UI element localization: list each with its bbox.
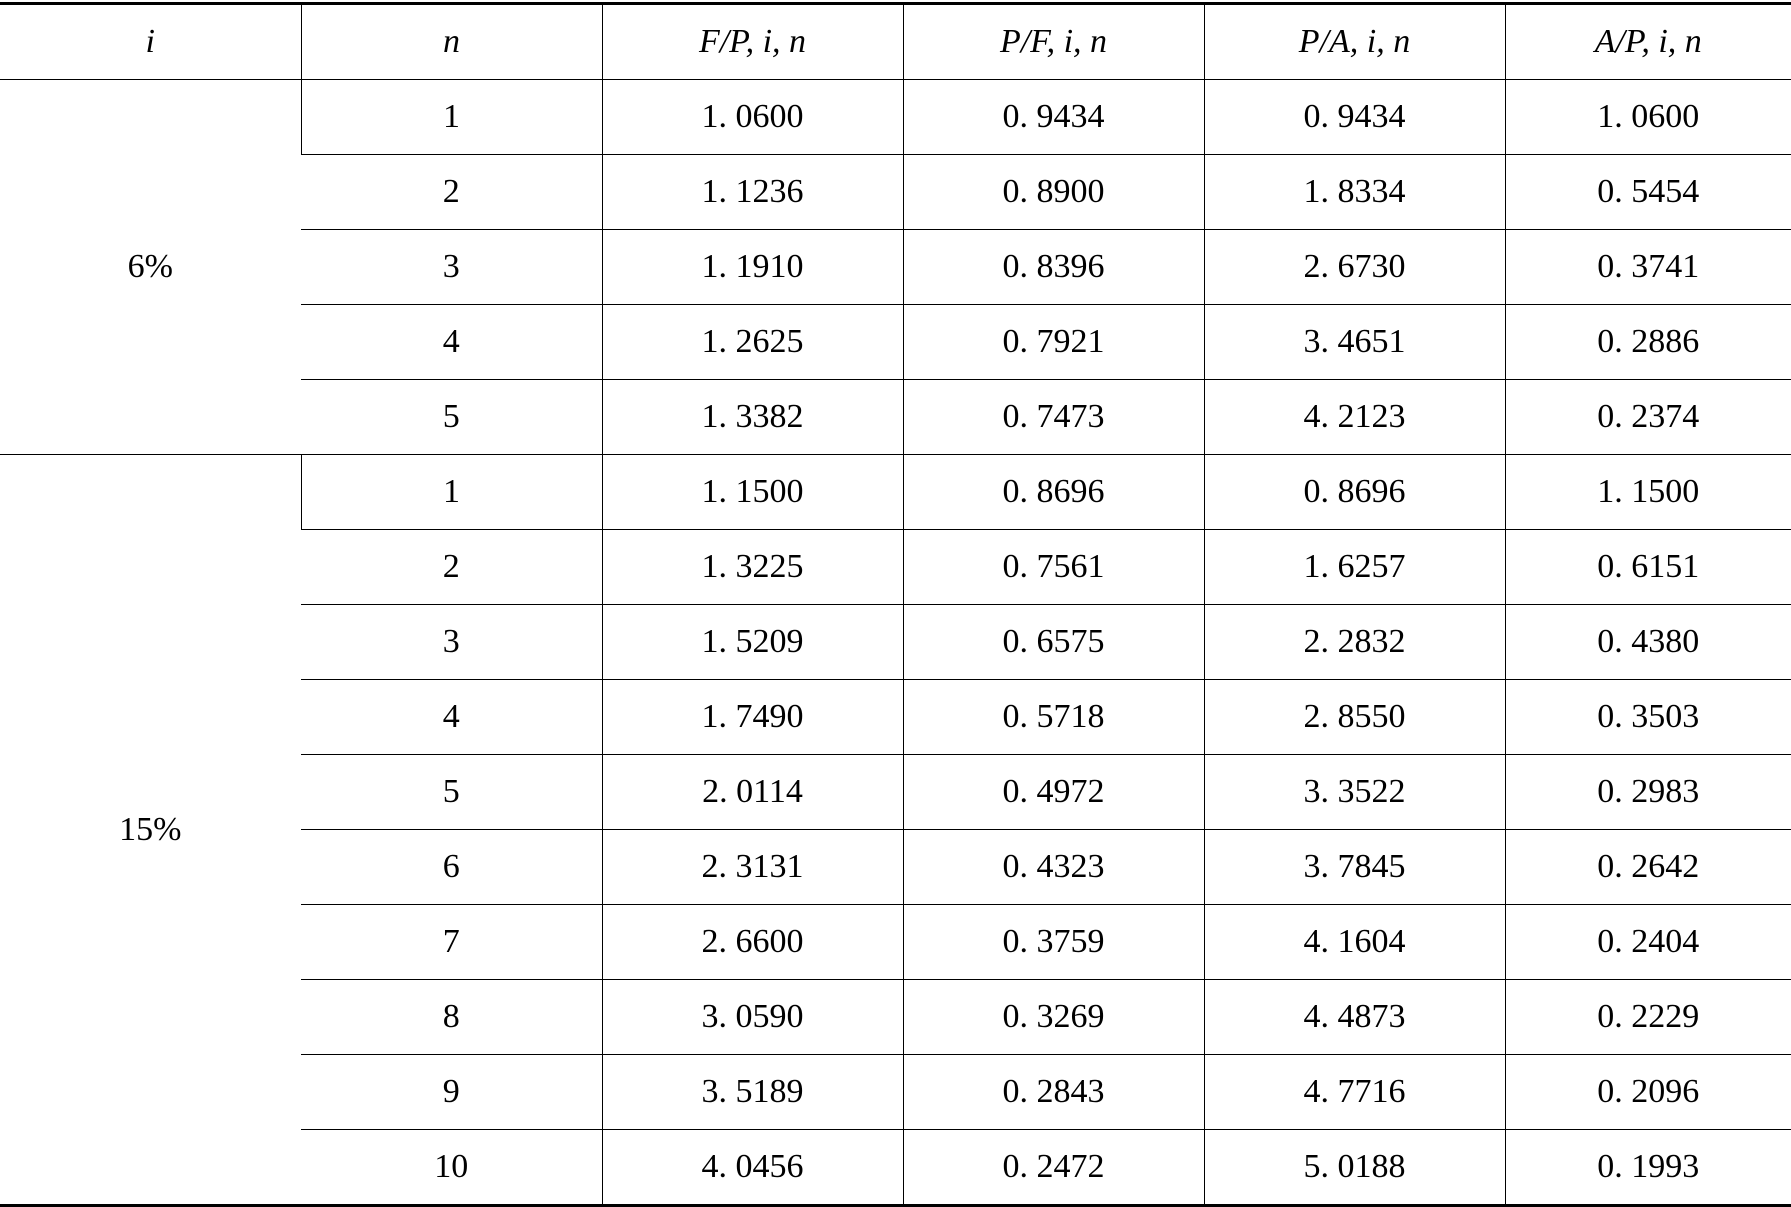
period-cell: 3 [301, 230, 602, 305]
pf-factor-cell: 0. 8396 [903, 230, 1204, 305]
pa-factor-cell: 5. 0188 [1204, 1130, 1505, 1206]
pf-factor-cell: 0. 7473 [903, 380, 1204, 455]
pa-factor-cell: 3. 7845 [1204, 830, 1505, 905]
period-cell: 1 [301, 80, 602, 155]
period-cell: 8 [301, 980, 602, 1055]
fp-factor-cell: 1. 0600 [602, 80, 903, 155]
fp-factor-cell: 2. 0114 [602, 755, 903, 830]
header-ap-factor: A/P, i, n [1505, 4, 1791, 80]
ap-factor-cell: 0. 2096 [1505, 1055, 1791, 1130]
fp-factor-cell: 1. 3382 [602, 380, 903, 455]
pf-factor-cell: 0. 2472 [903, 1130, 1204, 1206]
pa-factor-cell: 0. 8696 [1204, 455, 1505, 530]
period-cell: 9 [301, 1055, 602, 1130]
ap-factor-cell: 1. 1500 [1505, 455, 1791, 530]
period-cell: 5 [301, 380, 602, 455]
rate-cell: 15% [0, 455, 301, 1206]
pa-factor-cell: 4. 1604 [1204, 905, 1505, 980]
pa-factor-cell: 3. 4651 [1204, 305, 1505, 380]
fp-factor-cell: 3. 5189 [602, 1055, 903, 1130]
period-cell: 2 [301, 530, 602, 605]
fp-factor-cell: 4. 0456 [602, 1130, 903, 1206]
period-cell: 1 [301, 455, 602, 530]
pa-factor-cell: 2. 2832 [1204, 605, 1505, 680]
table-row [0, 80, 1791, 155]
fp-factor-cell: 3. 0590 [602, 980, 903, 1055]
ap-factor-cell: 0. 5454 [1505, 155, 1791, 230]
ap-factor-cell: 0. 3741 [1505, 230, 1791, 305]
fp-factor-cell: 2. 3131 [602, 830, 903, 905]
header-pa-factor: P/A, i, n [1204, 4, 1505, 80]
fp-factor-cell: 1. 7490 [602, 680, 903, 755]
ap-factor-cell: 0. 2983 [1505, 755, 1791, 830]
pa-factor-cell: 4. 4873 [1204, 980, 1505, 1055]
pf-factor-cell: 0. 8696 [903, 455, 1204, 530]
period-cell: 6 [301, 830, 602, 905]
ap-factor-cell: 0. 1993 [1505, 1130, 1791, 1206]
pa-factor-cell: 3. 3522 [1204, 755, 1505, 830]
ap-factor-cell: 0. 4380 [1505, 605, 1791, 680]
interest-factor-table [0, 2, 1791, 1207]
ap-factor-cell: 1. 0600 [1505, 80, 1791, 155]
pf-factor-cell: 0. 4323 [903, 830, 1204, 905]
fp-factor-cell: 1. 1910 [602, 230, 903, 305]
pf-factor-cell: 0. 4972 [903, 755, 1204, 830]
period-cell: 5 [301, 755, 602, 830]
ap-factor-cell: 0. 2642 [1505, 830, 1791, 905]
period-cell: 3 [301, 605, 602, 680]
ap-factor-cell: 0. 2229 [1505, 980, 1791, 1055]
period-cell: 2 [301, 155, 602, 230]
pa-factor-cell: 1. 6257 [1204, 530, 1505, 605]
ap-factor-cell: 0. 2886 [1505, 305, 1791, 380]
pa-factor-cell: 0. 9434 [1204, 80, 1505, 155]
pf-factor-cell: 0. 7561 [903, 530, 1204, 605]
pf-factor-cell: 0. 5718 [903, 680, 1204, 755]
pf-factor-cell: 0. 9434 [903, 80, 1204, 155]
pf-factor-cell: 0. 2843 [903, 1055, 1204, 1130]
pa-factor-cell: 2. 6730 [1204, 230, 1505, 305]
period-cell: 10 [301, 1130, 602, 1206]
fp-factor-cell: 1. 5209 [602, 605, 903, 680]
period-cell: 4 [301, 680, 602, 755]
pf-factor-cell: 0. 6575 [903, 605, 1204, 680]
ap-factor-cell: 0. 2374 [1505, 380, 1791, 455]
header-period: n [301, 4, 602, 80]
table-header [0, 4, 1791, 80]
fp-factor-cell: 2. 6600 [602, 905, 903, 980]
header-pf-factor: P/F, i, n [903, 4, 1204, 80]
ap-factor-cell: 0. 6151 [1505, 530, 1791, 605]
fp-factor-cell: 1. 2625 [602, 305, 903, 380]
table-row [0, 455, 1791, 530]
fp-factor-cell: 1. 1500 [602, 455, 903, 530]
pf-factor-cell: 0. 7921 [903, 305, 1204, 380]
pf-factor-cell: 0. 3759 [903, 905, 1204, 980]
fp-factor-cell: 1. 3225 [602, 530, 903, 605]
pa-factor-cell: 1. 8334 [1204, 155, 1505, 230]
fp-factor-cell: 1. 1236 [602, 155, 903, 230]
pa-factor-cell: 2. 8550 [1204, 680, 1505, 755]
rate-cell: 6% [0, 80, 301, 455]
period-cell: 4 [301, 305, 602, 380]
pa-factor-cell: 4. 7716 [1204, 1055, 1505, 1130]
pf-factor-cell: 0. 3269 [903, 980, 1204, 1055]
period-cell: 7 [301, 905, 602, 980]
pa-factor-cell: 4. 2123 [1204, 380, 1505, 455]
ap-factor-cell: 0. 3503 [1505, 680, 1791, 755]
header-row [0, 4, 1791, 80]
table-body [0, 80, 1791, 1206]
header-fp-factor: F/P, i, n [602, 4, 903, 80]
ap-factor-cell: 0. 2404 [1505, 905, 1791, 980]
header-rate: i [0, 4, 301, 80]
pf-factor-cell: 0. 8900 [903, 155, 1204, 230]
